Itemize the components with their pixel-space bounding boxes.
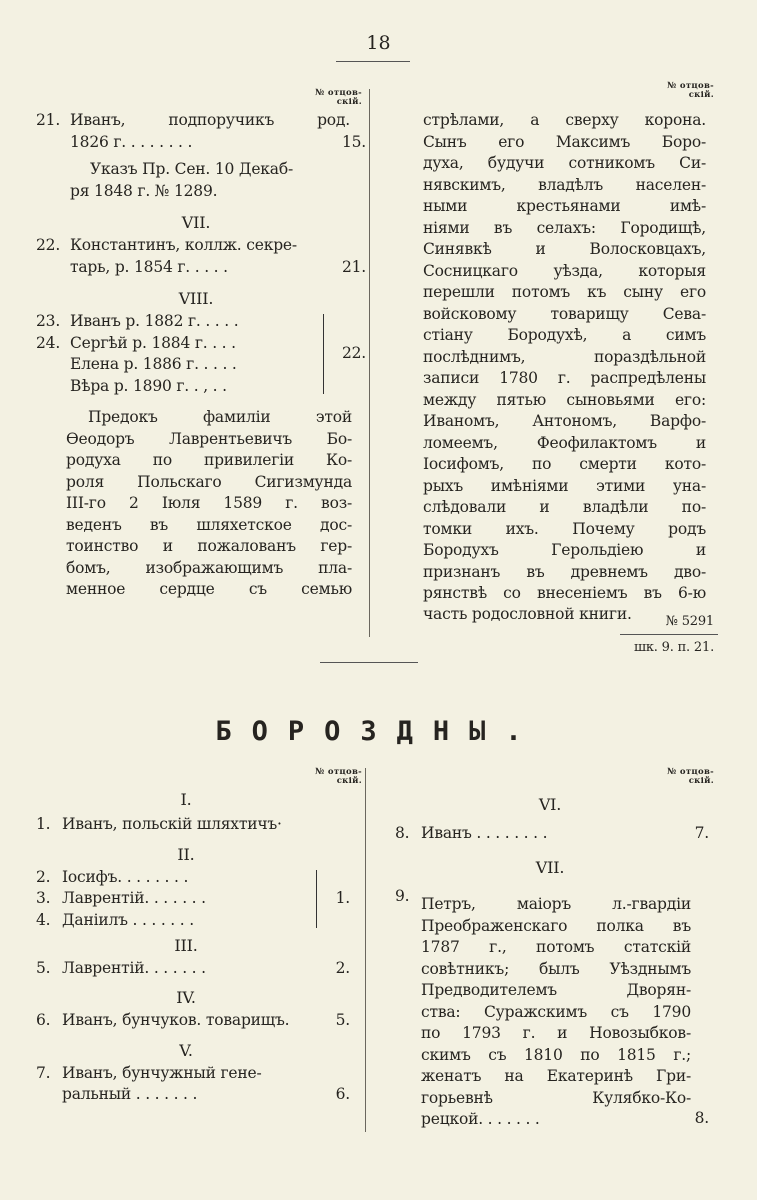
entry-text: ральный . . . . . . .	[62, 1085, 198, 1103]
column-divider-top	[369, 89, 370, 637]
section-iv: IV.	[176, 988, 196, 1007]
bottom-right-column	[395, 790, 713, 1128]
section-vii: VII.	[181, 213, 211, 232]
column-header-line2: скій.	[688, 776, 714, 786]
paragraph-line: слѣдовали и владѣли по-	[423, 498, 706, 516]
paragraph-line: Іосифомъ, по смерти кото-	[423, 455, 706, 473]
paragraph-line: Предокъ фамиліи этой	[88, 408, 352, 426]
entry-text: Лаврентій. . . . . . .	[62, 958, 206, 977]
archive-rule	[620, 634, 718, 635]
entry-text-line: Петръ, маіоръ л.-гвардіи	[421, 895, 691, 913]
entry-number: 1.	[36, 815, 51, 833]
shelf-reference: шк. 9. п. 21.	[633, 640, 714, 655]
entry-text: Иванъ . . . . . . . .	[421, 824, 548, 842]
entry-2	[36, 867, 354, 889]
entry-text-line: совѣтникъ; былъ Уѣзднымъ	[421, 959, 691, 978]
section-i: I.	[180, 790, 192, 809]
entry-text: Елена р. 1886 г. . . . .	[70, 355, 237, 373]
entry-text: Иванъ р. 1882 г. . . . .	[70, 312, 239, 330]
entry-number: 6.	[36, 1011, 51, 1029]
entry-text-line: 1787 г., потомъ статскій	[421, 938, 691, 956]
entry-number: 2.	[36, 867, 51, 886]
entry-text-line: по 1793 г. и Новозыбков-	[421, 1024, 691, 1042]
parent-ref: 1.	[335, 888, 350, 907]
entry-text: 1826 г. . . . . . . .	[70, 132, 193, 151]
header-rule	[336, 61, 410, 62]
entry-text-line: женатъ на Екатеринѣ Гри-	[421, 1067, 691, 1085]
paragraph-line: тоинство и пожалованъ гер-	[66, 537, 352, 555]
section-vi: VI.	[538, 795, 562, 814]
entry-21-line2	[36, 132, 366, 154]
entry-elena	[36, 354, 366, 376]
entry-text-line: Преображенскаго полка въ	[421, 916, 691, 935]
column-header-top-right	[652, 82, 714, 100]
entry-vera	[36, 376, 366, 398]
archive-number: № 5291	[665, 614, 714, 629]
entry-5	[36, 958, 354, 980]
entry-23	[36, 311, 366, 333]
paragraph-line: ніями въ селахъ: Городищѣ,	[423, 218, 706, 237]
entry-21-line1	[36, 110, 366, 132]
paragraph-line: записи 1780 г. распредѣлены	[423, 369, 706, 387]
section-v: V.	[179, 1040, 193, 1060]
column-header-bottom-left	[300, 768, 362, 786]
entry-22-line2	[36, 257, 366, 279]
children-group	[36, 311, 366, 397]
entry-text: Иванъ, подпоручикъ род.	[70, 111, 350, 129]
paragraph-line: Бородухъ Герольдіею и	[423, 541, 706, 559]
paragraph-line: стрѣлами, а сверху корона.	[423, 111, 706, 129]
entry-number: 22.	[36, 236, 61, 254]
column-header-line2: скій.	[336, 776, 362, 786]
paragraph-line: роля Польскаго Сигизмунда	[66, 472, 352, 491]
paragraph-line: Синявкѣ и Волосковцахъ,	[423, 240, 706, 258]
brace	[323, 314, 324, 394]
entry-text-line: горьевнѣ Кулябко-Ко-	[421, 1088, 691, 1107]
column-divider-bottom	[365, 768, 366, 1132]
column-header-bottom-right	[652, 768, 714, 786]
entry-number: 8.	[395, 824, 410, 842]
paragraph-line: бомъ, изображающимъ пла-	[66, 558, 352, 577]
entry-7-line1	[36, 1063, 354, 1085]
entry-text: Иванъ, бунчужный гене-	[62, 1063, 262, 1082]
section-divider	[320, 662, 418, 663]
ancestor-paragraph	[66, 407, 352, 601]
brace	[316, 870, 317, 928]
paragraph-line: рыхъ имѣніями этими уна-	[423, 476, 706, 495]
paragraph-line: рянствѣ со внесеніемъ въ 6-ю	[423, 584, 706, 602]
paragraph-line: родуха по привилегіи Ко-	[66, 451, 352, 469]
entry-text: Константинъ, коллж. секре-	[70, 236, 297, 254]
paragraph-line: послѣднимъ, пораздѣльной	[423, 347, 706, 366]
column-header-line1: № отцов-	[667, 767, 714, 777]
paragraph-line: войсковому товарищу Сева-	[423, 304, 706, 323]
column-header-line2: скій.	[688, 90, 714, 100]
paragraph-line: ными крестьянами имѣ-	[423, 197, 706, 215]
ukaz-line1	[36, 159, 366, 181]
children-group	[36, 867, 354, 931]
last-line: часть родословной книги.	[423, 605, 632, 623]
entry-number: 5.	[36, 958, 51, 977]
entry-24	[36, 333, 366, 355]
parent-ref: 8.	[694, 1109, 709, 1127]
family-title: БОРОЗДНЫ.	[215, 716, 542, 747]
paragraph-line: менное сердце съ семью	[66, 580, 352, 598]
entry-text-line: Предводителемъ Дворян-	[421, 981, 691, 999]
entry-text: Иванъ, бунчуков. товарищъ.	[62, 1011, 290, 1029]
entry-number: 9.	[395, 886, 410, 905]
paragraph-line: Иваномъ, Антономъ, Варфо-	[423, 412, 706, 430]
paragraph-line: перешли потомъ къ сыну его	[423, 283, 706, 301]
entry-number: 4.	[36, 910, 51, 929]
entry-number: 23.	[36, 312, 61, 330]
entry-text-line: ства: Суражскимъ съ 1790	[421, 1002, 691, 1021]
parent-ref: 22.	[341, 344, 366, 362]
column-header-line1: № отцов-	[315, 88, 362, 98]
entry-4	[36, 910, 354, 932]
top-right-column	[423, 110, 706, 605]
paragraph-line: Өеодоръ Лаврентьевичъ Бо-	[66, 429, 352, 448]
entry-text: Іосифъ. . . . . . . .	[62, 867, 189, 886]
entry-number: 21.	[36, 111, 61, 129]
entry-6	[36, 1010, 354, 1032]
parent-ref: 6.	[335, 1085, 350, 1103]
column-header-line1: № отцов-	[315, 767, 362, 777]
entry-number: 24.	[36, 333, 61, 352]
entry-text-line: рецкой. . . . . . .	[421, 1110, 540, 1128]
paragraph-line: нявскимъ, владѣлъ населен-	[423, 175, 706, 194]
paragraph-line: III-го 2 Іюля 1589 г. воз-	[66, 494, 352, 512]
paragraph-line: духа, будучи сотникомъ Си-	[423, 154, 706, 172]
entry-text: Вѣра р. 1890 г. . , . .	[70, 376, 227, 395]
paragraph-line: между пятью сыновьями его:	[423, 390, 706, 409]
decree-text: ря 1848 г. № 1289.	[70, 181, 218, 200]
entry-number: 7.	[36, 1063, 51, 1082]
column-header-top-left	[300, 89, 362, 107]
section-ii: II.	[177, 844, 195, 864]
entry-8	[395, 823, 713, 845]
parent-ref: 15.	[341, 132, 366, 151]
entry-text: тарь, р. 1854 г. . . . .	[70, 257, 228, 276]
ukaz-line2	[36, 181, 366, 203]
entry-text-line: скимъ съ 1810 по 1815 г.;	[421, 1045, 691, 1064]
parent-ref: 2.	[335, 958, 350, 977]
entry-9-text	[421, 894, 691, 1131]
entry-7-line2	[36, 1084, 354, 1106]
entry-3	[36, 888, 354, 910]
section-iii: III.	[174, 935, 198, 955]
column-header-line2: скій.	[336, 97, 362, 107]
entry-text: Даніилъ . . . . . . .	[62, 910, 194, 929]
paragraph-line: ломеемъ, Феофилактомъ и	[423, 433, 706, 452]
paragraph-line: стіану Бородухѣ, а симъ	[423, 326, 706, 344]
paragraph-line: томки ихъ. Почему родъ	[423, 519, 706, 538]
entry-text: Иванъ, польскій шляхтичъ·	[62, 815, 282, 833]
entry-text: Сергѣй р. 1884 г. . . .	[70, 333, 236, 352]
column-header-line1: № отцов-	[667, 81, 714, 91]
top-left-column	[36, 110, 366, 601]
section-viii: VIII.	[178, 289, 214, 308]
paragraph-line: веденъ въ шляхетское дос-	[66, 515, 352, 534]
paragraph-line: Сосницкаго уѣзда, которыя	[423, 261, 706, 280]
paragraph-line: признанъ въ древнемъ дво-	[423, 562, 706, 581]
entry-number: 3.	[36, 889, 51, 907]
decree-text: Указъ Пр. Сен. 10 Декаб-	[90, 160, 294, 178]
bottom-left-column	[36, 785, 354, 1106]
entry-1	[36, 814, 354, 836]
paragraph-line: Сынъ его Максимъ Боро-	[423, 132, 706, 151]
entry-text: Лаврентій. . . . . . .	[62, 889, 206, 907]
entry-22-line1	[36, 235, 366, 257]
parent-ref: 5.	[335, 1011, 350, 1029]
parent-ref: 7.	[694, 824, 709, 842]
section-vii-bottom: VII.	[535, 857, 565, 877]
page-number: 18	[366, 32, 391, 54]
parent-ref: 21.	[341, 257, 366, 276]
